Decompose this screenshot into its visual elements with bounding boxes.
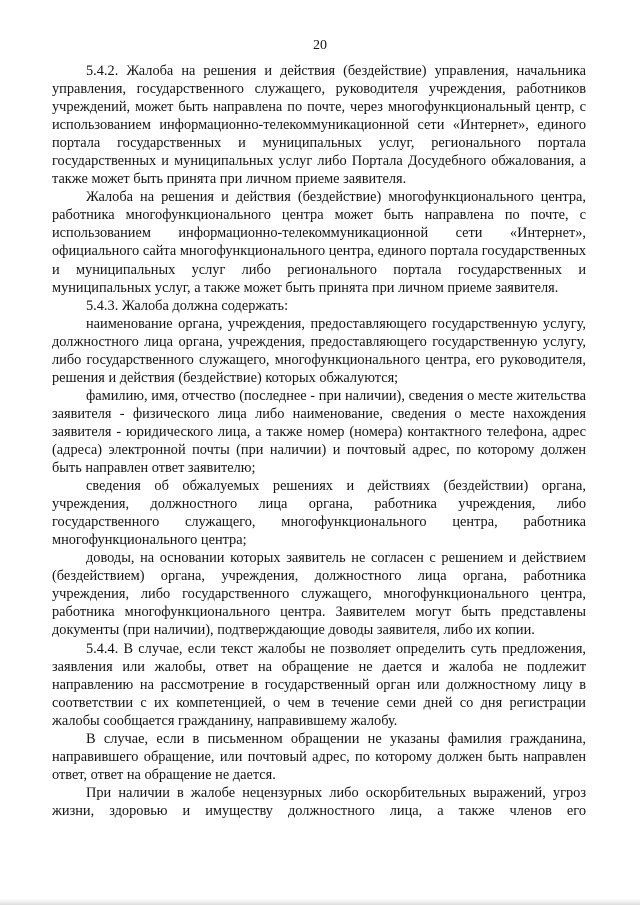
paragraph-item-decisions: сведения об обжалуемых решениях и действиях (бездействии) органа, учреждения, должностного лица органа, работника учреждения, либо государственного служащего, многофункционального центра, работника многофункционального центра; [52, 478, 586, 549]
paragraph-no-surname: В случае, если в письменном обращении не указаны фамилия гражданина, направившего обращение, или почтовый адрес, по которому должен быть направлен ответ, ответ на обращение не дается. [52, 730, 586, 783]
paragraph-item-arguments: доводы, на основании которых заявитель не согласен с решением и действием (бездействием) органа, учреждения, должностного лица органа, работника учреждения, либо государственного служащего, многофункционального центра, работника многофункционального центра. Заявителем могут быть представлены документы (при наличии), подтверждающие доводы заявителя, либо их копии. [52, 550, 586, 639]
scan-bottom-edge [0, 899, 640, 905]
paragraph-mfc-complaint: Жалоба на решения и действия (бездействие) многофункционального центра, работника многофункционального центра может быть направлена по почте, с использованием информационно-телекоммуникационной сети «Интернет», официального сайта многофункционального центра, единого портала государственных и муниципальных услуг либо регионального портала государственных и муниципальных услуг, а также может быть принята при личном приеме заявителя. [52, 189, 586, 296]
paragraph-5-4-3: 5.4.3. Жалоба должна содержать: [86, 297, 289, 314]
page-number: 20 [313, 38, 327, 53]
paragraph-obscene-language: При наличии в жалобе нецензурных либо оскорбительных выражений, угроз жизни, здоровью и имуществу должностного лица, а также членов его [52, 784, 586, 819]
paragraph-5-4-2: 5.4.2. Жалоба на решения и действия (бездействие) управления, начальника управления, государственного служащего, руководителя учреждения, работников учреждений, может быть направлена по почте, через многофункциональный центр, с использованием информационно-телекоммуникационной сети «Интернет», единого портала государственных и муниципальных услуг, регионального портала государственных и муниципальных услуг либо Портала Досудебного обжалования, а также может быть принята при личном приеме заявителя. [52, 63, 586, 188]
paragraph-5-4-4: 5.4.4. В случае, если текст жалобы не позволяет определить суть предложения, заявления или жалобы, ответ на обращение не дается и жалоба не подлежит направлению на рассмотрение в государственный орган или должностному лицу в соответствии с их компетенцией, о чем в течение семи дней со дня регистрации жалобы сообщается гражданину, направившему жалобу. [52, 640, 586, 729]
paragraph-item-applicant: фамилию, имя, отчество (последнее - при наличии), сведения о месте жительства заявителя - физического лица либо наименование, сведения о месте нахождения заявителя - юридического лица, а также номер (номера) контактного телефона, адрес (адреса) электронной почты (при наличии) и почтовый адрес, по которому должен быть направлен ответ заявителю; [52, 387, 586, 477]
document-body [52, 62, 586, 820]
paragraph-item-name: наименование органа, учреждения, предоставляющего государственную услугу, должностного лица органа, учреждения, предоставляющего государственную услугу, либо государственного служащего, многофункционального центра, его руководителя, решения и действия (бездействие) которых обжалуются; [52, 315, 586, 386]
